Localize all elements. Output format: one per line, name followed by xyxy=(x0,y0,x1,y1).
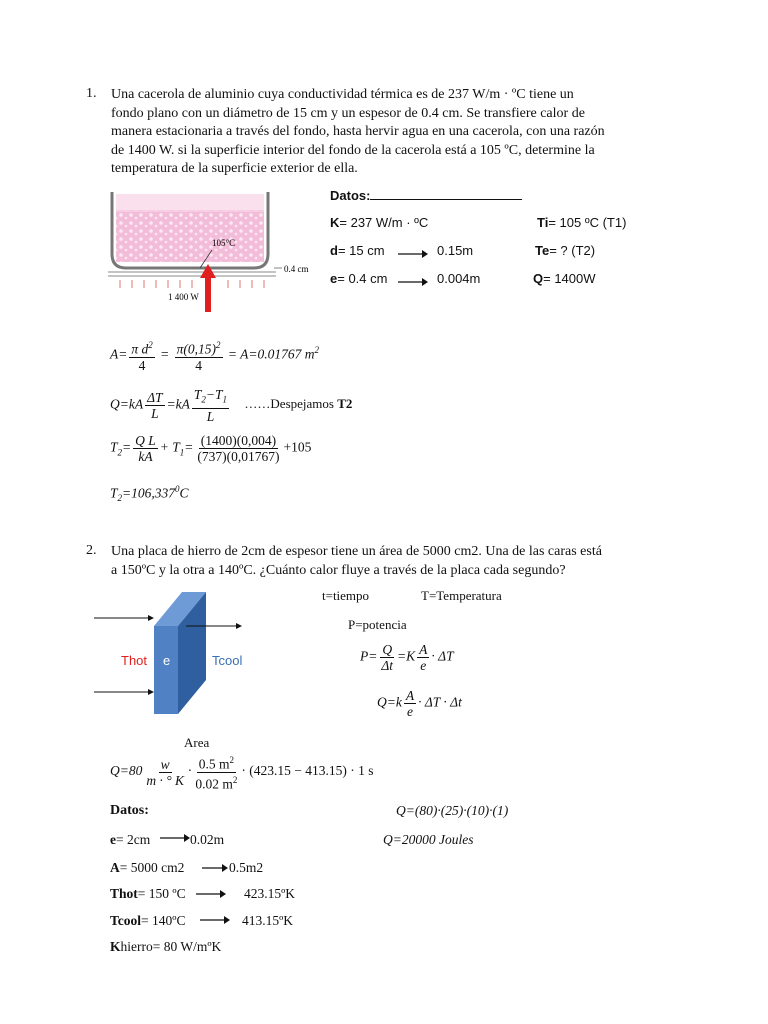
power-equation: P= $\frac{Q}{\Delta t}$ =K $\frac{A}{e}$ · ΔT xyxy=(360,642,454,673)
area-equation: A= $\frac{\pi d^2}{4}$ = $\frac{\pi(0,15)^2}{4}$ = A=0.01767 $m^2$ xyxy=(110,340,319,373)
plate-figure xyxy=(92,588,262,718)
p2-datos-e: e= 2cm xyxy=(110,832,151,847)
p1-datos-e: e= 0.4 cm xyxy=(330,271,388,286)
q-result: Q=20000 Joules xyxy=(383,832,474,847)
p2-datos-a-conv: 0.5m2 xyxy=(229,860,264,875)
pan-temp-label: 105°C xyxy=(212,238,236,248)
p2-datos-tcool-conv: 413.15ºK xyxy=(242,913,294,928)
p1-datos-d: d= 15 cm xyxy=(330,243,385,258)
arrow-right-icon xyxy=(196,889,226,899)
legend-temperatura: T=Temperatura xyxy=(421,588,502,603)
p2-datos-k: Khierro= 80 W/mºK xyxy=(110,939,222,954)
heat-arrow-icon xyxy=(200,264,216,312)
legend-potencia: P=potencia xyxy=(348,617,407,632)
thot-label: Thot xyxy=(121,653,148,668)
arrow-right-icon xyxy=(160,833,190,843)
pan-power-label: 1 400 W xyxy=(168,292,199,302)
t2-result: $T_2=106,337^0C$ xyxy=(110,484,189,504)
p2-datos-thot-conv: 423.15ºK xyxy=(244,886,296,901)
p1-datos-q: Q= 1400W xyxy=(533,271,596,286)
pan-thickness-label: 0.4 cm xyxy=(284,264,309,274)
q-product: Q=(80)·(25)·(10)·(1) xyxy=(396,803,509,818)
plate-e-label: e xyxy=(163,653,171,668)
arrow-right-icon xyxy=(200,915,230,925)
p1-datos-e-conv: 0.004m xyxy=(437,271,481,286)
p1-datos-d-conv: 0.15m xyxy=(437,243,474,258)
p2-datos-a: A= 5000 cm2 xyxy=(110,860,185,875)
area-label: Area xyxy=(184,735,210,750)
calc-equation: Q=80 $\frac{w}{m \cdot ^\circ K}$ · $\frac{0.5 m^2}{0.02 m^2}$ · (423.15 − 413.15) · 1 s xyxy=(110,755,374,791)
t2-equation: $T_2=$ $\frac{\text{Q L}}{kA}$ + $T_1=$ $\frac{(1400)(0,004)}{(737)(0,01767)}$ +105 xyxy=(110,433,312,464)
pan-figure xyxy=(108,188,320,316)
tcool-label: Tcool xyxy=(212,653,243,668)
problem-2-text: Una placa de hierro de 2cm de espesor tiene un área de 5000 cm2. Una de las caras está a 150ºC y la otra a 140ºC. ¿Cuánto calor fluye a través de la placa cada segundo? xyxy=(111,544,602,578)
legend-tiempo: t=tiempo xyxy=(322,588,370,603)
arrow-right-icon xyxy=(398,277,428,287)
p1-datos-title: Datos: xyxy=(330,187,522,203)
problem-1-number: 1. xyxy=(86,86,97,101)
p2-datos-thot: Thot= 150 ºC xyxy=(110,886,186,901)
p1-datos-ti: Ti= 105 ºC (T1) xyxy=(537,215,627,230)
heat-equation: Q=k $\frac{A}{e}$ · ΔT · Δt xyxy=(377,688,462,719)
arrow-right-icon xyxy=(398,249,428,259)
p2-datos-tcool: Tcool= 140ºC xyxy=(110,913,186,928)
problem-2-number: 2. xyxy=(86,543,97,558)
p2-datos-title: Datos: xyxy=(110,803,149,818)
arrow-right-icon xyxy=(202,863,228,873)
p2-datos-e-conv: 0.02m xyxy=(190,832,225,847)
p1-datos-k: K= 237 W/m · ºC xyxy=(330,215,429,230)
fourier-equation: Q=kA $\frac{\Delta T}{L}$ =kA $\frac{T_2-T_1}{L}$ ……Despejamos T2 xyxy=(110,387,353,424)
problem-1-text: Una cacerola de aluminio cuya conductividad térmica es de 237 W/m · ºC tiene un fondo plano con un diámetro de 15 cm y un espesor de 0.4 cm. Se transfiere calor de manera estacionaria a través del fondo, hasta hervir agua en una cacerola, con una razón de 1400 W. si la superficie interior del fondo de la cacerola está a 105 ºC, determine la temperatura de la superficie exterior de ella. xyxy=(111,87,605,176)
p1-datos-te: Te= ? (T2) xyxy=(535,243,596,258)
